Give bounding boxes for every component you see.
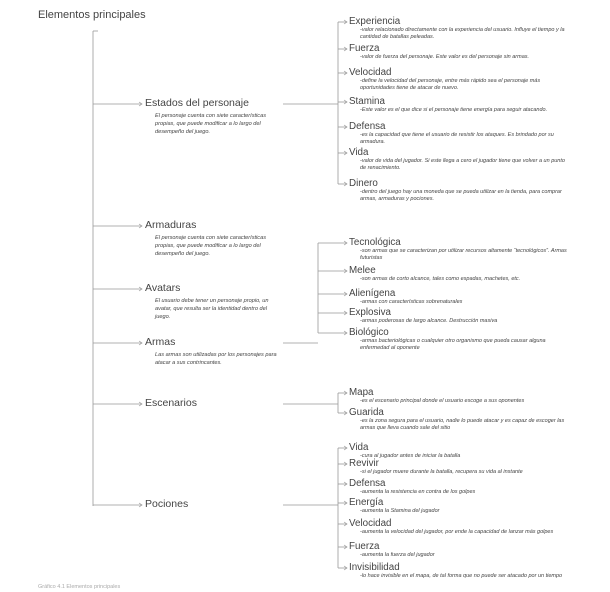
leaf-label: Experiencia bbox=[349, 16, 401, 27]
leaf-desc: -aumenta la resistencia en contra de los golpes bbox=[360, 489, 476, 495]
leaf-node bbox=[349, 541, 572, 559]
leaf-label: Energía bbox=[349, 497, 384, 508]
branch-label-armaduras: Armaduras bbox=[145, 219, 197, 231]
leaf-desc: -armas bacteriológicas o cualquier otro organismo que pueda causar alguna enfermedad al oponente bbox=[360, 338, 546, 352]
leaf-desc: -es la zona segura para el usuario, nadie lo puede atacar y es capaz de escoger las armas que lleva cuando sale del sitio bbox=[360, 418, 565, 432]
leaf-desc: -es la capacidad que tiene el usuario de resistir los ataques. Es brindado por su armadura. bbox=[360, 132, 554, 146]
leaf-desc: -aumenta la fuerza del jugador bbox=[360, 552, 435, 558]
leaf-desc: -si el jugador muere durante la batalla, recupera su vida al instante bbox=[360, 469, 523, 475]
branch-label-pociones: Pociones bbox=[145, 498, 189, 510]
leaf-desc: -lo hace invisible en el mapa, de tal forma que no puede ser atacado por un tiempo bbox=[360, 573, 563, 579]
leaf-node bbox=[349, 96, 572, 114]
leaf-node bbox=[349, 387, 572, 405]
branch-label-estados: Estados del personaje bbox=[145, 97, 249, 109]
leaf-label: Velocidad bbox=[349, 518, 392, 529]
leaf-node bbox=[349, 43, 572, 61]
leaf-node bbox=[349, 458, 572, 476]
branch-desc-armaduras: El personaje cuenta con siete características propias, que puede modificar a lo largo del desempeño del juego. bbox=[155, 235, 267, 257]
leaf-desc: -aumenta la Stamina del jugador bbox=[360, 508, 440, 514]
leaf-desc: -son armas que se caracterizan por utilizar recursos altamente “tecnológicos”. Armas futuristas bbox=[360, 248, 567, 262]
leaf-label: Fuerza bbox=[349, 43, 380, 54]
leaf-desc: -Este valor es el que dice si el personaje tiene energía para seguir atacando. bbox=[360, 107, 548, 113]
leaf-label: Vida bbox=[349, 442, 369, 453]
leaf-node bbox=[349, 16, 572, 42]
leaf-desc: -son armas de corto alcance, tales como espadas, machetes, etc. bbox=[360, 276, 521, 282]
leaf-node bbox=[349, 407, 572, 433]
leaf-desc: -valor de vida del jugador. Si este llega a cero el jugador tiene que volver a un punto de renacimiento. bbox=[360, 158, 565, 172]
leaf-label: Dinero bbox=[349, 178, 378, 189]
leaf-desc: -define la velocidad del personaje, entre más rápido sea el personaje más oportunidades tiene de atacar de nuevo. bbox=[360, 78, 541, 92]
branch-label-escenarios: Escenarios bbox=[145, 397, 197, 409]
leaf-label: Velocidad bbox=[349, 67, 392, 78]
leaf-label: Melee bbox=[349, 265, 376, 276]
leaf-node bbox=[349, 288, 572, 306]
leaf-node bbox=[349, 121, 572, 147]
leaf-label: Tecnológica bbox=[349, 237, 401, 248]
leaf-desc: -aumenta la velocidad del jugador, por ende la capacidad de lanzar más golpes bbox=[360, 529, 554, 535]
branch-desc-estados: El personaje cuenta con siete características propias, que puede modificar a lo largo del desempeño del juego. bbox=[155, 113, 267, 135]
leaf-node bbox=[349, 147, 572, 173]
leaf-node bbox=[349, 478, 572, 496]
leaf-label: Defensa bbox=[349, 121, 386, 132]
leaf-node bbox=[349, 307, 572, 325]
leaf-label: Fuerza bbox=[349, 541, 380, 552]
leaf-label: Explosiva bbox=[349, 307, 391, 318]
leaf-node bbox=[349, 67, 572, 93]
branch-label-armas: Armas bbox=[145, 336, 176, 348]
branch-desc-armas: Las armas son utilizadas por los personajes para atacar a sus contrincantes. bbox=[155, 352, 277, 366]
branch-desc-avatars: El usuario debe tener un personaje propio, un avatar, que resulta ser la identidad dentro del juego. bbox=[155, 298, 269, 320]
leaf-node bbox=[349, 178, 572, 204]
leaf-label: Invisibilidad bbox=[349, 562, 400, 573]
leaf-desc: -valor relacionado directamente con la experiencia del usuario. Influye el tiempo y la cantidad de batallas peleadas. bbox=[360, 27, 565, 41]
leaf-label: Defensa bbox=[349, 478, 386, 489]
leaf-desc: -valor de fuerza del personaje. Este valor es del personaje sin armas. bbox=[360, 54, 530, 60]
leaf-label: Guarida bbox=[349, 407, 384, 418]
leaf-label: Alienígena bbox=[349, 288, 396, 299]
leaf-node bbox=[349, 562, 572, 580]
leaf-label: Biológico bbox=[349, 327, 389, 338]
leaf-desc: -armas con características sobrenaturales bbox=[360, 299, 463, 305]
leaf-desc: -dentro del juego hay una moneda que se pueda utilizar en la tienda, para comprar armas, armaduras y pociones. bbox=[360, 189, 562, 203]
diagram-title: Elementos principales bbox=[38, 9, 146, 21]
leaf-label: Revivir bbox=[349, 458, 379, 469]
leaf-node bbox=[349, 265, 572, 283]
branch-label-avatars: Avatars bbox=[145, 282, 181, 294]
leaf-desc: -es el escenario principal donde el usuario escoge a sus oponentes bbox=[360, 398, 525, 404]
leaf-label: Mapa bbox=[349, 387, 374, 398]
figure-caption: Gráfico 4.1 Elementos principales bbox=[38, 584, 121, 590]
leaf-label: Stamina bbox=[349, 96, 385, 107]
leaf-node bbox=[349, 327, 572, 353]
leaf-node bbox=[349, 497, 572, 515]
leaf-node bbox=[349, 237, 572, 263]
leaf-node bbox=[349, 518, 572, 536]
leaf-desc: -armas poderosas de largo alcance. Destrucción masiva bbox=[360, 318, 498, 324]
leaf-desc: -cura al jugador antes de iniciar la batalla bbox=[360, 453, 461, 459]
leaf-label: Vida bbox=[349, 147, 369, 158]
